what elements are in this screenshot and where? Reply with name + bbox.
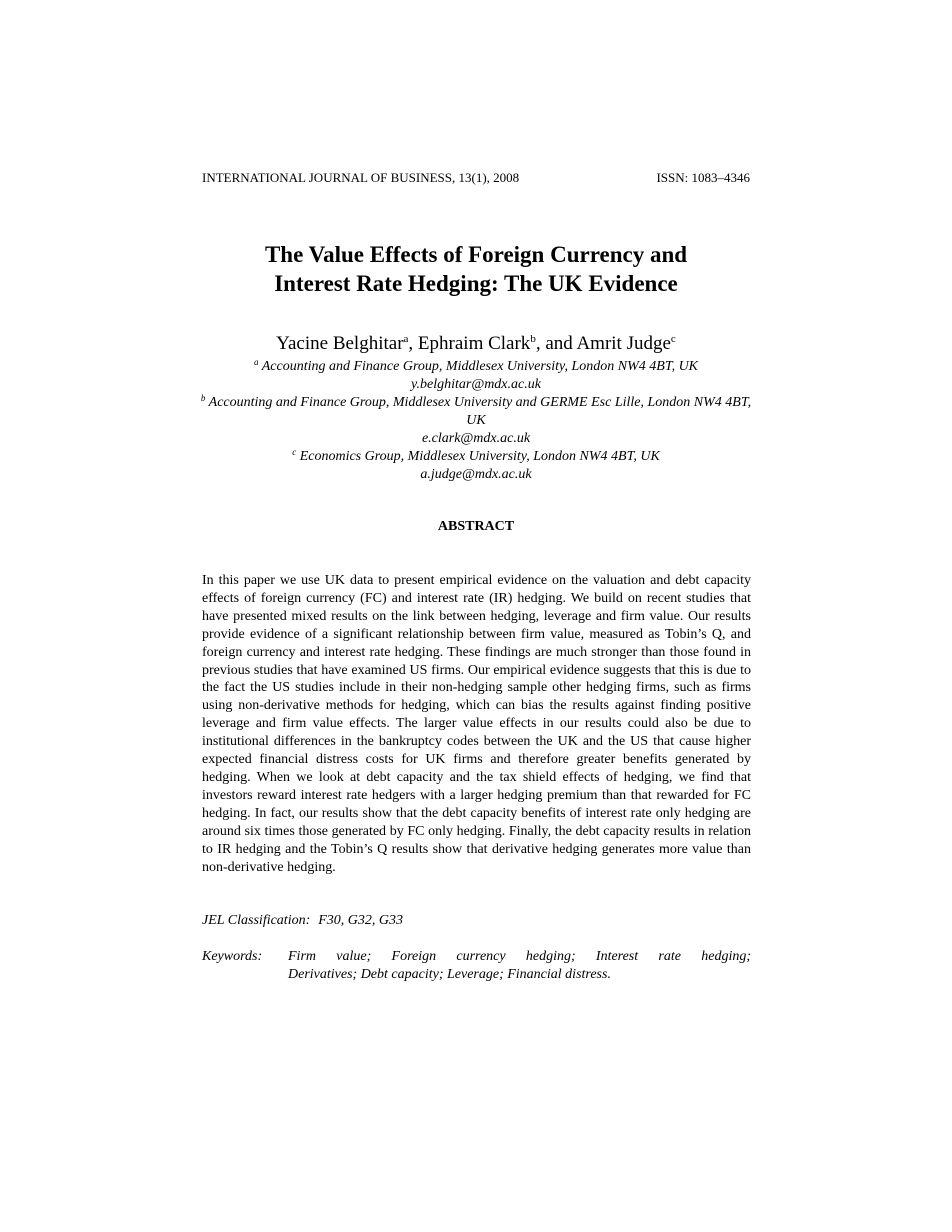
jel-codes: F30, G32, G33	[318, 913, 404, 928]
jel-label: JEL Classification:	[202, 913, 311, 928]
author-affiliation-mark: c	[670, 333, 676, 345]
affiliation	[190, 358, 762, 376]
abstract-text: In this paper we use UK data to present empirical evidence on the valuation and debt capacity effects of foreign currency (FC) and interest rate (IR) hedging. We build on recent studies that have presented mixed results on the link between hedging, leverage and firm value. Our results provide evidence of a significant relationship between firm value, measured as Tobin’s Q, and foreign currency and interest rate hedging. These findings are much stronger than those found in previous studies that have examined US firms. Our empirical evidence suggests that this is due to the fact the US studies include in their non-hedging sample other hedging firms, such as firms using non-derivative methods for hedging, which can bias the results against finding positive leverage and firm value effects. The larger value effects in our results could also be due to institutional differences in the bankruptcy codes between the UK and the US that cause higher expected financial distress costs for UK firms and therefore greater benefits generated by hedging. When we look at debt capacity and the tax shield effects of hedging, we find that investors reward interest rate hedgers with a larger hedging premium than that rewarded for FC hedging. In fact, our results show that the debt capacity benefits of interest rate only hedging are around six times those generated by FC only hedging. Finally, the debt capacity results in relation to IR hedging and the Tobin’s Q results show that derivative hedging generates more value than non-derivative hedging.	[202, 573, 751, 875]
journal-citation: INTERNATIONAL JOURNAL OF BUSINESS, 13(1), 2008	[202, 170, 520, 185]
paper-title	[150, 240, 802, 298]
affiliation-text: Accounting and Finance Group, Middlesex University, London NW4 4BT, UK	[261, 359, 699, 374]
affiliation-email: y.belghitar@mdx.ac.uk	[411, 377, 541, 392]
issn: ISSN: 1083–4346	[656, 170, 750, 185]
keywords-text	[288, 948, 751, 984]
affiliation-email: a.judge@mdx.ac.uk	[420, 467, 532, 482]
jel-classification	[202, 913, 750, 929]
keywords-label: Keywords:	[202, 949, 263, 964]
affiliation	[190, 394, 762, 430]
affiliation-mark: c	[292, 447, 297, 457]
author-name: Ephraim Clark	[417, 333, 531, 354]
author-affiliation-mark: b	[530, 333, 536, 345]
author-name: Yacine Belghitar	[276, 333, 404, 354]
affiliation-email: e.clark@mdx.ac.uk	[421, 431, 531, 446]
affiliation-mark: a	[253, 357, 259, 367]
affiliation-text: Accounting and Finance Group, Middlesex University and GERME Esc Lille, London NW4 4BT, UK	[208, 395, 752, 428]
keywords-line-2: Derivatives; Debt capacity; Leverage; Financial distress.	[288, 967, 611, 982]
keywords-line-1: Firm value; Foreign currency hedging; Interest rate hedging;	[288, 949, 751, 964]
affiliations	[190, 358, 762, 484]
affiliation-mark: b	[200, 393, 206, 403]
author-separator: ,	[408, 333, 418, 354]
author-affiliation-mark: a	[403, 333, 409, 345]
author-list	[150, 332, 802, 356]
abstract-heading: ABSTRACT	[437, 519, 515, 534]
title-line-2: Interest Rate Hedging: The UK Evidence	[274, 271, 678, 296]
affiliation	[190, 448, 762, 466]
author-name: Amrit Judge	[576, 333, 671, 354]
title-line-1: The Value Effects of Foreign Currency and	[264, 242, 688, 267]
author-separator: , and	[535, 333, 577, 354]
running-header	[202, 170, 750, 186]
affiliation-text: Economics Group, Middlesex University, London NW4 4BT, UK	[299, 449, 660, 464]
keywords	[202, 948, 751, 984]
